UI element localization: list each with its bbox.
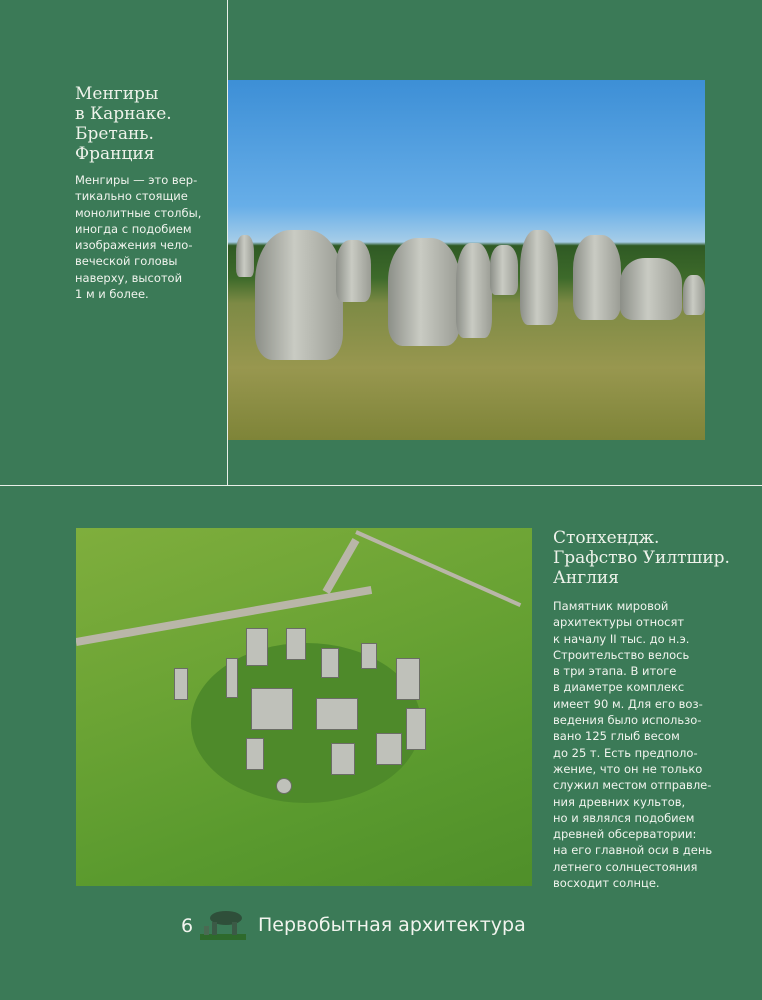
stonehenge-caption-title: Стонхендж. Графство Уилтшир. Англия	[553, 528, 730, 588]
chapter-title: Первобытная архитектура	[258, 914, 526, 936]
menhirs-carnac-photo	[228, 80, 705, 440]
menhirs-caption-title: Менгиры в Карнаке. Бретань. Франция	[75, 84, 172, 164]
menhirs-caption-text: Менгиры — это вер- тикально стоящие монолитные столбы, иногда с подобием изображения чело- веческой головы наверху, высотой 1 м и более.	[75, 173, 202, 302]
page-number: 6	[181, 915, 194, 937]
divider-horizontal	[0, 485, 762, 486]
stonehenge-caption-text: Памятник мировой архитектуры относят к началу II тыс. до н.э. Строительство велось в три этапа. В итоге в диаметре комплекс имеет 90 м. Для его воз- ведения было использо- вано 125 глыб весом до 25 т. Есть предполо- жение, что он не только служил местом отправле- ния древних культов, но и являлся подобием древней обсерватории: на его главной оси в день летнего солнцестояния восходит солнце.	[553, 599, 713, 891]
stonehenge-photo	[76, 528, 532, 886]
dolmen-icon	[200, 910, 246, 940]
